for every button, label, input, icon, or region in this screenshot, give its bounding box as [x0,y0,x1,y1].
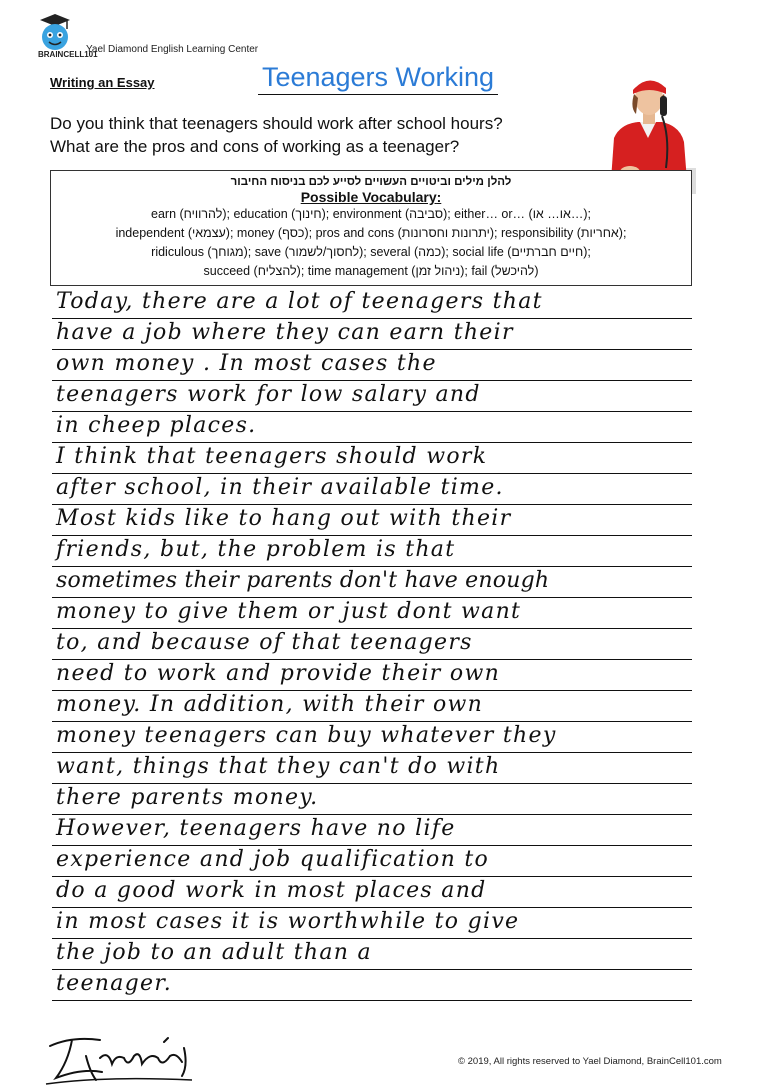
ruled-line [52,783,692,784]
ruled-line [52,442,692,443]
ruled-line [52,938,692,939]
ruled-line [52,535,692,536]
ruled-line [52,380,692,381]
organization-name: Yael Diamond English Learning Center [86,44,259,55]
task-label: Writing an Essay [50,75,155,90]
essay-line: there parents money. [56,785,319,810]
ruled-line [52,566,692,567]
essay-line: in cheep places. [56,413,257,438]
essay-line: money teenagers can buy whatever they [56,723,557,748]
essay-line: do a good work in most places and [56,878,487,903]
ruled-line [52,628,692,629]
essay-line: teenagers work for low salary and [56,382,481,407]
essay-line: Most kids like to hang out with their [56,506,512,531]
ruled-line [52,597,692,598]
essay-line: money. In addition, with their own [56,692,484,717]
vocabulary-box [50,170,692,286]
ruled-line [52,473,692,474]
vocabulary-line: ridiculous (מגוחך); save (לחסוך/לשמור); several (כמה); social life (חיים חברתיים); [151,245,591,259]
vocabulary-line: independent (עצמאי); money (כסף); pros and cons (יתרונות וחסרונות); responsibility (אחריות); [115,226,627,240]
essay-line: I think that teenagers should work [56,444,488,469]
ruled-line [52,907,692,908]
ruled-line [52,845,692,846]
ruled-line [52,752,692,753]
essay-line: the job to an adult than a [56,940,372,965]
essay-line: own money . In most cases the [56,351,437,376]
brand-name: BRAINCELL101 [38,50,98,59]
essay-line: need to work and provide their own [56,661,501,686]
essay-line: sometimes their parents don't have enough [56,568,550,593]
essay-line: However, teenagers have no life [56,816,456,841]
essay-line: teenager. [56,971,173,996]
essay-line: have a job where they can earn their [56,320,514,345]
essay-line: friends, but, the problem is that [56,537,456,562]
ruled-line [52,969,692,970]
ruled-line [52,876,692,877]
ruled-line [52,1000,692,1001]
vocabulary-title: Possible Vocabulary: [300,189,442,205]
question-line: What are the pros and cons of working as a teenager? [50,137,460,156]
ruled-line [52,690,692,691]
essay-line: to, and because of that teenagers [56,630,473,655]
braincell-logo-icon [34,12,76,54]
essay-line: in most cases it is worthwhile to give [56,909,520,934]
essay-line: Today, there are a lot of teenagers that [56,289,543,314]
essay-question [50,112,503,158]
question-line: Do you think that teenagers should work after school hours? [50,114,503,133]
page-title: Teenagers Working [258,60,498,95]
ruled-line [52,814,692,815]
ruled-line [52,349,692,350]
copyright-notice: © 2019, All rights reserved to Yael Diamond, BrainCell101.com [458,1056,722,1067]
vocabulary-line: succeed (להצליח); time management (ניהול זמן); fail (להיכשל) [203,264,539,278]
ruled-line [52,411,692,412]
essay-line: after school, in their available time. [56,475,504,500]
ruled-line [52,659,692,660]
essay-line: money to give them or just dont want [56,599,522,624]
handwritten-signature [42,1028,212,1088]
vocabulary-hebrew-heading: להלן מילים וביטויים העשויים לסייע לכם בניסוח החיבור [230,176,512,188]
vocabulary-line: earn (להרוויח); education (חינוך); environment (סביבה); either… or… (או… או…); [151,207,591,221]
essay-line: want, things that they can't do with [56,754,501,779]
ruled-line [52,504,692,505]
ruled-line [52,721,692,722]
vocabulary-title-text: Possible Vocabulary [300,189,437,205]
ruled-line [52,318,692,319]
essay-line: experience and job qualification to [56,847,490,872]
